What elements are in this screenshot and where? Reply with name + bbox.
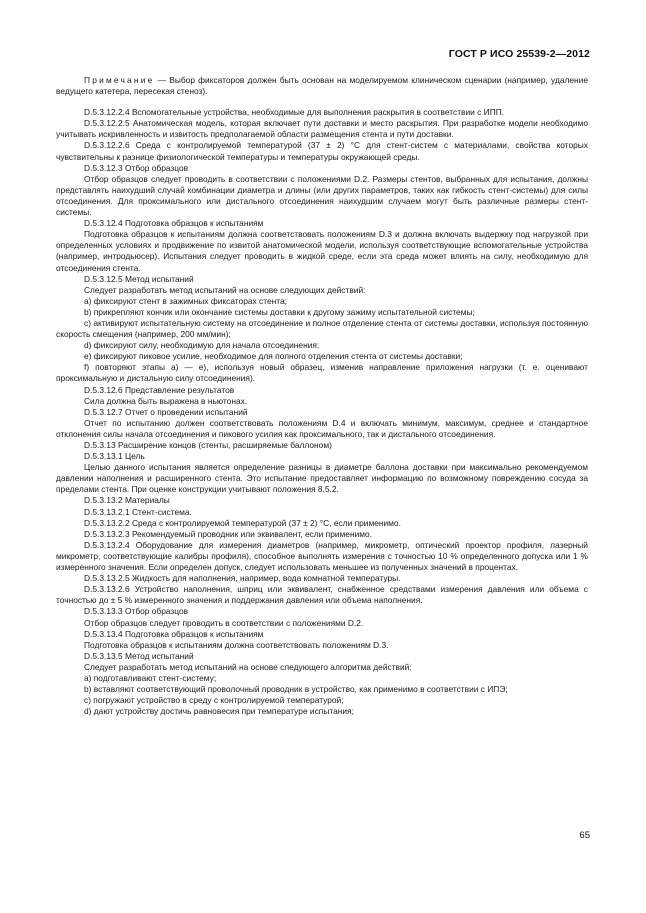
paragraph: a) подготавливают стент-систему;: [84, 672, 217, 683]
paragraph: D.5.3.13.3 Отбор образцов: [84, 606, 189, 617]
paragraph: Отчет по испытанию должен соответствовать положениям D.4 и включать минимум, максимум, среднее и стандартное отклонения силы начала отсоединения и пикового усилия как проксимального, так и дистального отсоединения.: [56, 417, 588, 439]
paragraph: D.5.3.12.7 Отчет о проведении испытаний: [84, 406, 248, 417]
paragraph: D.5.3.12.2.5 Анатомическая модель, которая включает пути доставки и место раскрытия. При разработке модели необходимо учитывать искривленность и извитость предполагаемой области размещения стента и пути доставки.: [56, 118, 588, 140]
paragraph: D.5.3.13.2.5 Жидкость для наполнения, например, вода комнатной температуры.: [84, 573, 401, 584]
paragraph: Целью данного испытания является определение разницы в диаметре баллона доставки при максимально рекомендуемом давлении наполнения и расширенного стента. Это испытание предоставляет информацию по возможному повреждению сосуда за пределами стента. При оценке конструкции учитывают положения 8.5.2.: [56, 462, 588, 495]
paragraph: b) вставляют соответствующий проволочный проводник в устройство, как применимо в соответствии с ИПЭ;: [84, 684, 508, 695]
paragraph: D.5.3.12.3 Отбор образцов: [84, 162, 189, 173]
paragraph: D.5.3.12.6 Представление результатов: [84, 384, 235, 395]
paragraph: a) фиксируют стент в зажимных фиксаторах стента;: [84, 295, 287, 306]
paragraph-list: [56, 107, 588, 717]
paragraph: Следует разработать метод испытаний на основе следующих действий:: [84, 284, 366, 295]
paragraph: D.5.3.13.4 Подготовка образцов к испытаниям: [84, 628, 264, 639]
paragraph: D.5.3.13.2 Материалы: [84, 495, 170, 506]
paragraph: f) повторяют этапы а) — е), используя новый образец, изменив направление приложения нагрузки (т. е. оценивают проксимальную и дистальную силу отсоединения).: [56, 362, 588, 384]
paragraph: D.5.3.13.2.2 Среда с контролируемой температурой (37 ± 2) °С, если применимо.: [84, 517, 401, 528]
paragraph: c) активируют испытательную систему на отсоединение и полное отделение стента от системы доставки, используя постоянную скорость смещения (например, 200 мм/мин);: [56, 317, 588, 340]
paragraph: d) дают устройству достичь равновесия при температуре испытания;: [84, 706, 354, 717]
paragraph: D.5.3.13.2.1 Стент-система.: [84, 506, 192, 517]
paragraph: c) погружают устройство в среду с контролируемой температурой;: [84, 695, 344, 706]
document-body: [56, 75, 588, 717]
paragraph: Подготовка образцов к испытаниям должна соответствовать положениям D.3 и должна включать выдержку под нагрузкой при определенных условиях и продвижение по извитой анатомической модели, используя соответствующие вспомогательные устройства (например, интродьюсер). Испытания следует проводить в жидкой среде, если эта среда может влиять на силу, необходимую для отсоединения стента.: [56, 229, 588, 273]
paragraph: D.5.3.12.5 Метод испытаний: [84, 273, 194, 284]
paragraph: D.5.3.13.1 Цель: [84, 451, 145, 462]
paragraph: D.5.3.12.4 Подготовка образцов к испытаниям: [84, 218, 264, 229]
paragraph: Сила должна быть выражена в ньютонах.: [84, 395, 248, 406]
paragraph: D.5.3.12.2.6 Среда с контролируемой температурой (37 ± 2) °С для стент-систем с материалами, свойства которых чувствительны к разнице физиологической температуры и температуры окружающей среды.: [56, 140, 588, 162]
paragraph: D.5.3.13.5 Метод испытаний: [84, 650, 194, 661]
note-label: Примечание: [84, 75, 155, 85]
paragraph: Следует разработать метод испытаний на основе следующего алгоритма действий:: [84, 661, 412, 672]
paragraph: d) фиксируют силу, необходимую для начала отсоединения;: [84, 340, 320, 351]
note-text: — Выбор фиксаторов должен быть основан на моделируемом клиническом сценарии (например, удаление ведущего катетера, пересекая стеноз).: [56, 75, 588, 97]
paragraph: Отбор образцов следует проводить в соответствии с положениями D.2. Размеры стентов, выбранных для испытания, должны представлять наихудший случай комбинации диаметра и длины (или других параметров, таких как гибкость стент-системы) для силы отсоединения. Для проксимального или дистального отсоединения наихудшим случаем могут быть различные размеры стент-системы.: [56, 173, 588, 218]
paragraph: Подготовка образцов к испытаниям должна соответствовать положениям D.3.: [84, 639, 389, 650]
note-paragraph: [56, 75, 588, 97]
paragraph: D.5.3.13 Расширение концов (стенты, расширяемые баллоном): [84, 440, 332, 450]
paragraph: D.5.3.13.2.4 Оборудование для измерения диаметров (например, микрометр, оптический проектор профиля, лазерный микрометр, соответствующие калибры профиля), способное выполнять измерения с точностью 10 % определенного допуска или 1 % измеренного значения. Если определен допуск, следует использовать меньшее из полученных значений в процентах.: [56, 539, 588, 573]
standard-header: ГОСТ Р ИСО 25539-2—2012: [448, 48, 590, 60]
paragraph: D.5.3.13.2.6 Устройство наполнения, шприц или эквивалент, снабженное средствами измерения давления или объема с точностью до ± 5 % измеренного значения и поддержания давления или объема наполнения.: [56, 584, 588, 606]
page-number: 65: [579, 830, 590, 841]
paragraph: b) прикрепляют кончик или окончание системы доставки к другому зажиму испытательной системы;: [84, 306, 475, 317]
paragraph: D.5.3.13.2.3 Рекомендуемый проводник или эквивалент, если применимо.: [84, 528, 373, 539]
paragraph: e) фиксируют пиковое усилие, необходимое для полного отделения стента от системы доставки;: [84, 351, 463, 362]
paragraph: Отбор образцов следует проводить в соответствии с положениями D.2.: [84, 617, 364, 628]
paragraph: D.5.3.12.2.4 Вспомогательные устройства, необходимые для выполнения раскрытия в соответствии с ИПП.: [84, 107, 505, 118]
